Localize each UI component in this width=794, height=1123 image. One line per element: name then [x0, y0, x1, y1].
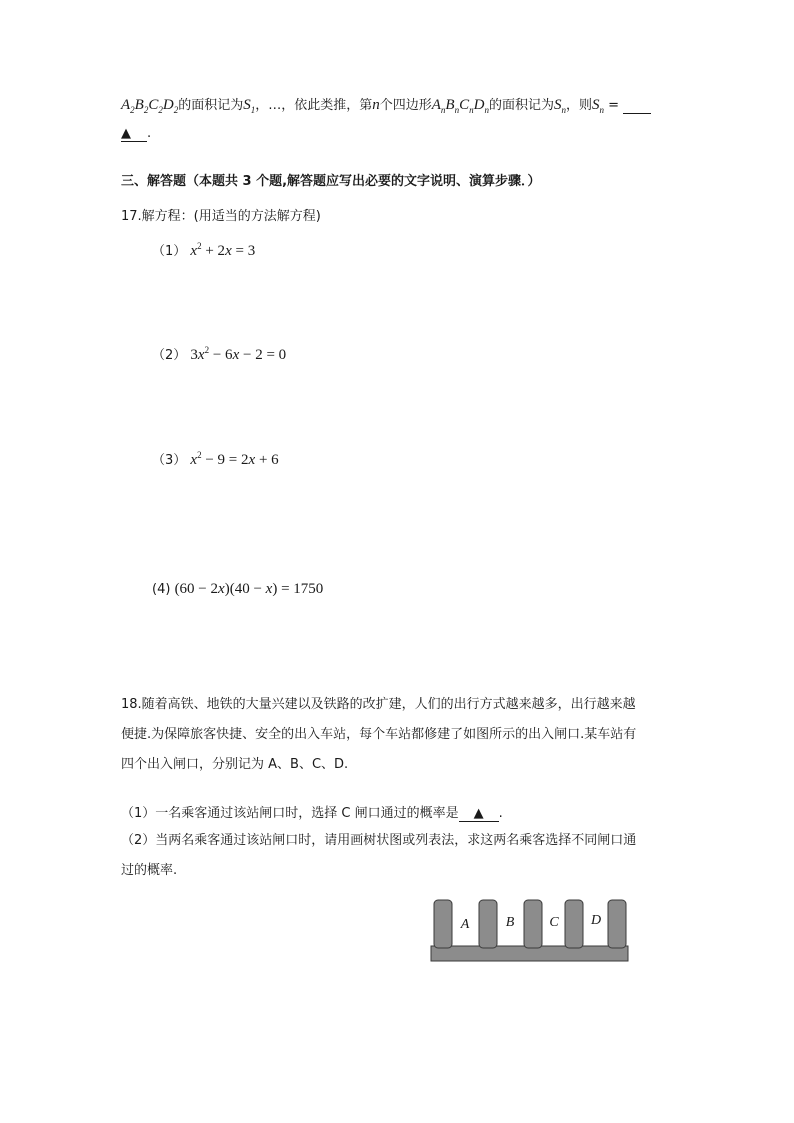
gate-label-a: A: [460, 917, 470, 932]
q16-end: .: [147, 126, 152, 141]
q17-item-3: [152, 449, 279, 469]
triangle-marker: ▲: [121, 126, 131, 141]
gate-label-d: D: [590, 913, 602, 928]
q18-part2-line1: （2）当两名乘客通过该站闸口时，请用画树状图或列表法，求这两名乘客选择不同闸口通: [121, 833, 637, 848]
s1-symbol: $S_1$: [243, 97, 256, 115]
q17-stem: 17.解方程：(用适当的方法解方程): [121, 209, 321, 224]
q16-tail-line: [121, 94, 651, 115]
gate-figure: [428, 895, 632, 967]
text-quad: 个四边形: [379, 98, 432, 113]
q18-part1-end: .: [498, 806, 503, 821]
answer-blank-16a: [623, 98, 651, 114]
quad-anbncndn: $A_nB_nC_nD_n$: [431, 97, 489, 115]
q18-part2: [121, 826, 681, 886]
q18-part2-line2: 过的概率.: [121, 863, 178, 878]
text-ellipsis: ，…，依此类推，第: [255, 98, 373, 113]
q17-item-num: （3）: [152, 453, 187, 468]
answer-blank-16: [121, 126, 147, 142]
gate-label-b: B: [505, 915, 515, 930]
gate-label-c: C: [549, 915, 559, 930]
gate-post-3: [524, 900, 542, 948]
q16-answer-line: [121, 126, 151, 142]
gate-post-1: [434, 900, 452, 948]
answer-blank-18: [459, 806, 499, 822]
sn-symbol: $S_n$: [553, 97, 566, 115]
text-area-label-2: 的面积记为: [488, 98, 554, 113]
q17-item-2: [152, 344, 286, 364]
quad-a2b2c2d2: $A_2B_2C_2D_2$: [121, 97, 179, 115]
q18-part1: [121, 802, 503, 822]
text-equals: =: [603, 98, 624, 113]
q17-item-1: [152, 240, 255, 260]
gate-post-5: [608, 900, 626, 948]
q18-stem: [121, 690, 681, 780]
q17-item-4: [152, 581, 323, 598]
q17-item-num: （1）: [152, 244, 187, 259]
text-then: ，则: [565, 98, 592, 113]
q17-item-num: (4): [152, 582, 171, 597]
q17-item-expr: $3x^2 - 6x - 2 = 0$: [190, 345, 287, 363]
gate-post-2: [479, 900, 497, 948]
q17-item-expr: $x^2 + 2x = 3$: [190, 241, 256, 259]
q18-stem-line3: 四个出入闸口，分别记为 A、B、C、D.: [121, 757, 349, 772]
q18-stem-line2: 便捷.为保障旅客快捷、安全的出入车站，每个车站都修建了如图所示的出入闸口.某车站有: [121, 727, 637, 742]
n-symbol: n: [372, 97, 380, 113]
gate-post-4: [565, 900, 583, 948]
triangle-marker: ▲: [473, 806, 484, 821]
text-area-label: 的面积记为: [178, 98, 244, 113]
q17-item-num: （2）: [152, 348, 187, 363]
q18-part1-text: （1）一名乘客通过该站闸口时，选择 C 闸口通过的概率是: [121, 806, 459, 821]
q17-item-expr: $x^2 - 9 = 2x + 6$: [190, 450, 279, 468]
sn-symbol-2: $S_n$: [591, 97, 604, 115]
q17-item-expr: (60 − 2x)(40 − x) = 1750: [174, 581, 324, 597]
q18-stem-line1: 18.随着高铁、地铁的大量兴建以及铁路的改扩建，人们的出行方式越来越多，出行越来越: [121, 697, 636, 712]
section3-title: 三、解答题（本题共 3 个题,解答题应写出必要的文字说明、演算步骤．）: [121, 174, 541, 189]
